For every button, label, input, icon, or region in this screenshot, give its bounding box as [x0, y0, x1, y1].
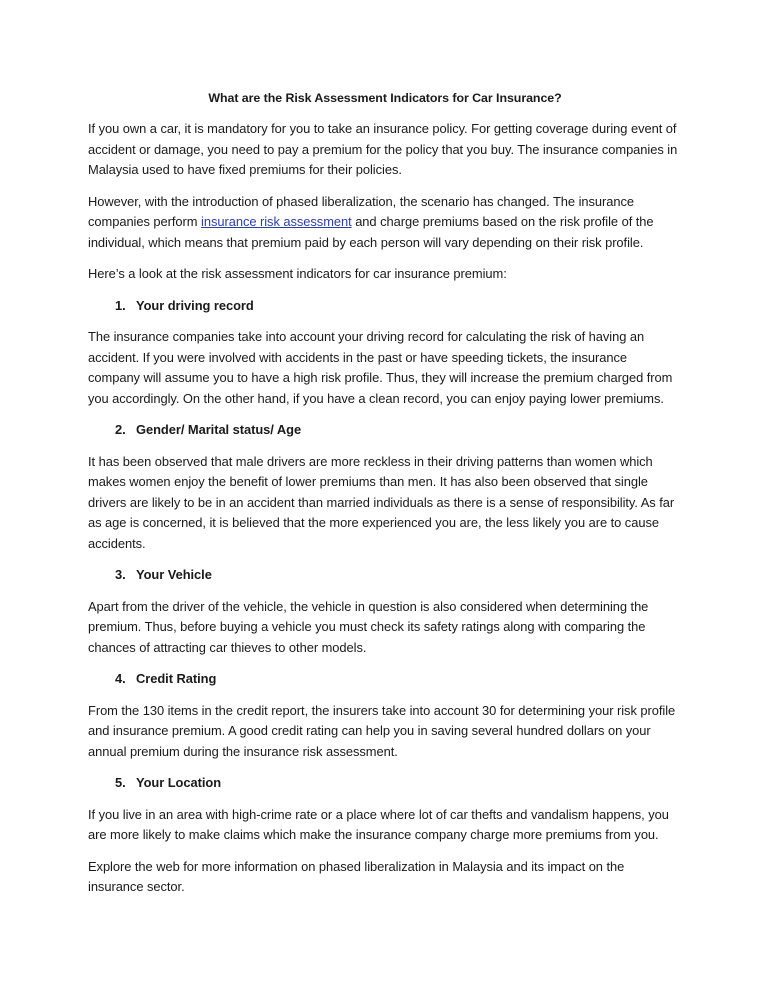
document-title: What are the Risk Assessment Indicators for Car Insurance? [208, 91, 562, 105]
section-number: 5. [115, 775, 126, 790]
section-heading-label: Your driving record [136, 297, 254, 313]
section-body-credit-rating: From the 130 items in the credit report, the insurers take into account 30 for determining your risk profile and insurance premium. A good credit rating can help you in saving several hundred dollars on your annual premium during the insurance risk assessment. [88, 702, 676, 759]
section-number: 3. [115, 567, 126, 582]
section-heading-gender-marital-age [88, 420, 682, 441]
section-number: 1. [115, 297, 126, 313]
section-body-gender-marital-age: It has been observed that male drivers are more reckless in their driving patterns than women which makes women enjoy the benefit of lower premiums than men. It has also been observed that single drivers are likely to be in an accident than married individuals as there is a sense of responsibility. As far as age is concerned, it is believed that the more experienced you are, the less likely you are to cause accidents. [88, 453, 675, 551]
section-heading-label: Credit Rating [136, 671, 217, 686]
section-heading-vehicle [88, 565, 682, 586]
intro-paragraph-2-text-after: and charge premiums based on the risk profile of the individual, which means that premium paid by each person will vary depending on their risk profile. [88, 214, 654, 250]
intro-paragraph-3: Here’s a look at the risk assessment indicators for car insurance premium: [88, 266, 507, 281]
intro-paragraph-2-text-before: However, with the introduction of phased liberalization, the scenario has changed. The insurance companies perform [88, 193, 635, 229]
section-heading-label: Gender/ Marital status/ Age [136, 422, 302, 437]
section-number: 2. [115, 422, 126, 437]
section-heading-credit-rating [88, 669, 682, 690]
intro-paragraph-2 [88, 192, 682, 254]
section-body-vehicle: Apart from the driver of the vehicle, the vehicle in question is also considered when determining the premium. Thus, before buying a vehicle you must check its safety ratings along with comparing the chances of attracting car thieves to other models. [88, 598, 649, 655]
section-heading-label: Your Location [136, 775, 222, 790]
closing-paragraph: Explore the web for more information on phased liberalization in Malaysia and its impact on the insurance sector. [88, 858, 625, 894]
section-body-location: If you live in an area with high-crime rate or a place where lot of car thefts and vandalism happens, you are more likely to make claims which make the insurance company charge more premiums from you. [88, 806, 669, 842]
section-heading-location [88, 773, 682, 794]
section-number: 4. [115, 671, 126, 686]
section-body-driving-record: The insurance companies take into account your driving record for calculating the risk of having an accident. If you were involved with accidents in the past or have speeding tickets, the insurance company will assume you to have a high risk profile. Thus, they will increase the premium charged from you accordingly. On the other hand, if you have a clean record, you can enjoy paying lower premiums. [88, 329, 673, 406]
insurance-risk-assessment-link[interactable]: insurance risk assessment [201, 214, 352, 229]
document-body [88, 88, 682, 909]
intro-paragraph-1: If you own a car, it is mandatory for you to take an insurance policy. For getting coverage during event of accident or damage, you need to pay a premium for the policy that you buy. The insurance companies in Malaysia used to have fixed premiums for their policies. [88, 121, 678, 177]
section-heading-label: Your Vehicle [136, 567, 212, 582]
section-heading-driving-record [88, 296, 682, 317]
